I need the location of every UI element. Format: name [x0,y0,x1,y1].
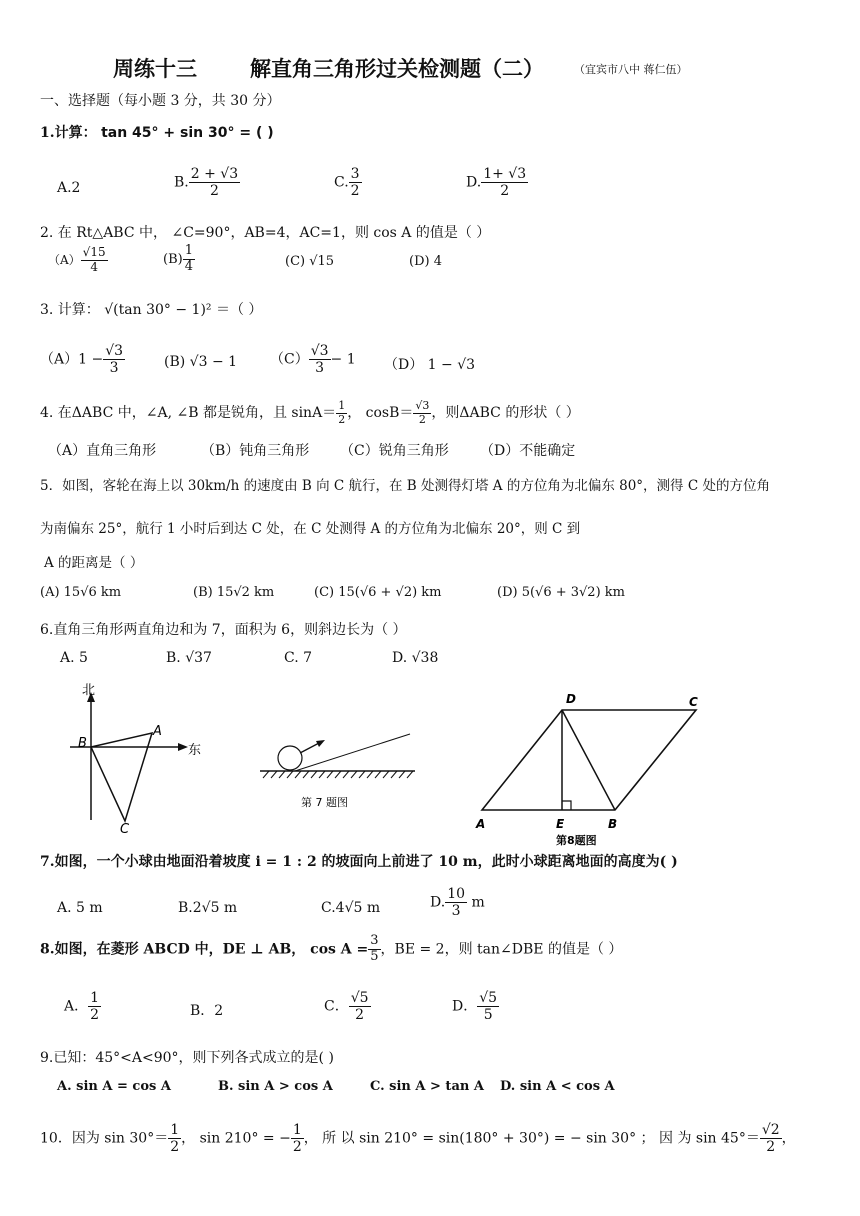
q1-expr: tan 45° + sin 30° = ( ) [101,125,274,141]
q8-option-b: B．2 [190,1003,224,1019]
fig8-point-a: A [476,817,486,831]
q4-option-b: （B）钝角三角形 [201,443,310,459]
title-left: 周练十三 [113,57,197,81]
q1-option-a: A.2 [57,180,81,196]
q5-option-a: (A) 15√6 km [40,585,122,600]
q8-option-d: D． $\frac{√5}{5}$ [452,990,498,1024]
q1-option-c: C. $\frac{3}{2}$ [334,166,360,200]
q9-option-a: A. sin A = cos A [57,1079,171,1094]
q3-option-a: （A）1 − $\frac{√3}{3}$ [40,343,124,377]
q7-option-b: B.2√5 m [178,900,238,916]
q2-option-a: （A） $\frac{√15}{4}$ [48,245,106,274]
right-angle-mark [562,801,571,810]
q6-option-c: C. 7 [284,650,313,666]
q8-option-a: A． $\frac{1}{2}$ [64,990,100,1024]
question-8: 8.如图，在菱形 ABCD 中，DE ⊥ AB， cos A = $\frac{3}{5}$ ，BE = 2，则 tan∠DBE 的值是（ ） [40,933,623,964]
q5-option-b: (B) 15√2 km [193,585,275,600]
ground-hatch [263,771,413,778]
section-heading: 一、选择题（每小题 3 分，共 30 分） [40,93,281,109]
question-6: 6.直角三角形两直角边和为 7，面积为 6，则斜边长为（ ） [40,622,407,638]
east-arrow-icon [178,743,188,751]
q2-option-d: (D) 4 [409,254,442,269]
q4-option-c: （C）锐角三角形 [340,443,449,459]
fig5-point-a: A [153,724,162,739]
q7-option-a: A. 5 m [57,900,103,916]
q1-option-b: B. $\frac{2 + √3}{2}$ [174,166,239,200]
q1-option-d: D. $\frac{1+ √3}{2}$ [466,166,527,200]
fig8-caption: 第8题图 [556,834,597,847]
q4-option-a: （A）直角三角形 [48,443,157,459]
q3-expr: √(tan 30° − 1)² ＝（ ） [104,302,263,318]
question-5-line1: 5．如图，客轮在海上以 30km/h 的速度由 B 向 C 航行，在 B 处测得灯塔 A 的方位角为北偏东 80°，测得 C 处的方位角 [40,478,770,494]
q3-option-d: （D） 1 − √3 [384,357,476,373]
question-4: 4. 在ΔABC 中，∠A, ∠B 都是锐角，且 sinA＝ $\frac{1}{2}$ ， cosB＝ $\frac{√3}{2}$ ，则ΔABC 的形状（ ） [40,399,580,426]
q2-option-b: (B) $\frac{1}{4}$ [163,243,193,274]
fig5-point-b: B [78,736,87,751]
fig5-north-label: 北 [82,683,96,698]
q9-option-b: B. sin A > cos A [218,1079,333,1094]
question-5-line2: 为南偏东 25°，航行 1 小时后到达 C 处，在 C 处测得 A 的方位角为北偏东 20°，则 C 到 [40,521,581,537]
question-3: 3. 计算： √(tan 30° − 1)² ＝（ ） [40,302,263,318]
direction-arrow-icon [316,740,325,747]
fig8-point-d: D [566,692,576,706]
q6-option-a: A. 5 [60,650,88,666]
author: （宜宾市八中 蒋仁伍） [574,63,688,76]
fig8-point-e: E [556,817,565,831]
question-10: 10．因为 sin 30°＝ $\frac{1}{2}$ ， sin 210° = − $\frac{1}{2}$ ， 所 以 sin 210° = sin(180° + 30°) = − sin 30° ； 因 为 sin 45°＝ $\frac{√2}{2}$ ， [40,1122,796,1156]
question-2: 2. 在 Rt△ABC 中， ∠C=90°，AB=4，AC=1，则 cos A 的值是（ ） [40,225,491,241]
q7-option-c: C.4√5 m [321,900,381,916]
fig5-east-label: 东 [188,743,202,758]
question-7: 7.如图，一个小球由地面沿着坡度 i = 1 : 2 的坡面向上前进了 10 m，此时小球距离地面的高度为( ) [40,854,678,870]
q6-option-d: D. √38 [392,650,439,666]
figure-8-diagram [470,686,710,848]
ball-icon [278,746,302,770]
figure-5-diagram [70,680,210,840]
question-9: 9.已知：45°<A<90°，则下列各式成立的是( ) [40,1050,334,1066]
question-1 [40,122,274,142]
fig7-caption: 第 7 题图 [301,796,348,809]
q8-option-c: C． $\frac{√5}{2}$ [324,990,369,1024]
q3-option-b: (B) √3 − 1 [164,354,238,370]
fig8-point-c: C [689,695,698,709]
q7-option-d: D. $\frac{10}{3}$ m [430,886,485,920]
question-5-line3: A 的距离是（ ） [44,555,144,571]
q1-stem: 1.计算： [40,125,97,141]
fig5-point-c: C [120,822,130,837]
q3-option-c: （C） $\frac{√3}{3}$ − 1 [270,343,356,377]
q9-option-c: C. sin A > tan A [370,1079,484,1094]
fig8-point-b: B [608,817,618,831]
q9-option-d: D. sin A < cos A [500,1079,615,1094]
q5-option-c: (C) 15(√6 + √2) km [314,585,442,600]
q2-option-c: (C) √15 [285,254,335,269]
page-title: 解直角三角形过关检测题（二） [250,57,544,81]
q5-option-d: (D) 5(√6 + 3√2) km [497,585,625,600]
figure-7-diagram [255,728,420,813]
q6-option-b: B. √37 [166,650,212,666]
q4-option-d: （D）不能确定 [480,443,576,459]
